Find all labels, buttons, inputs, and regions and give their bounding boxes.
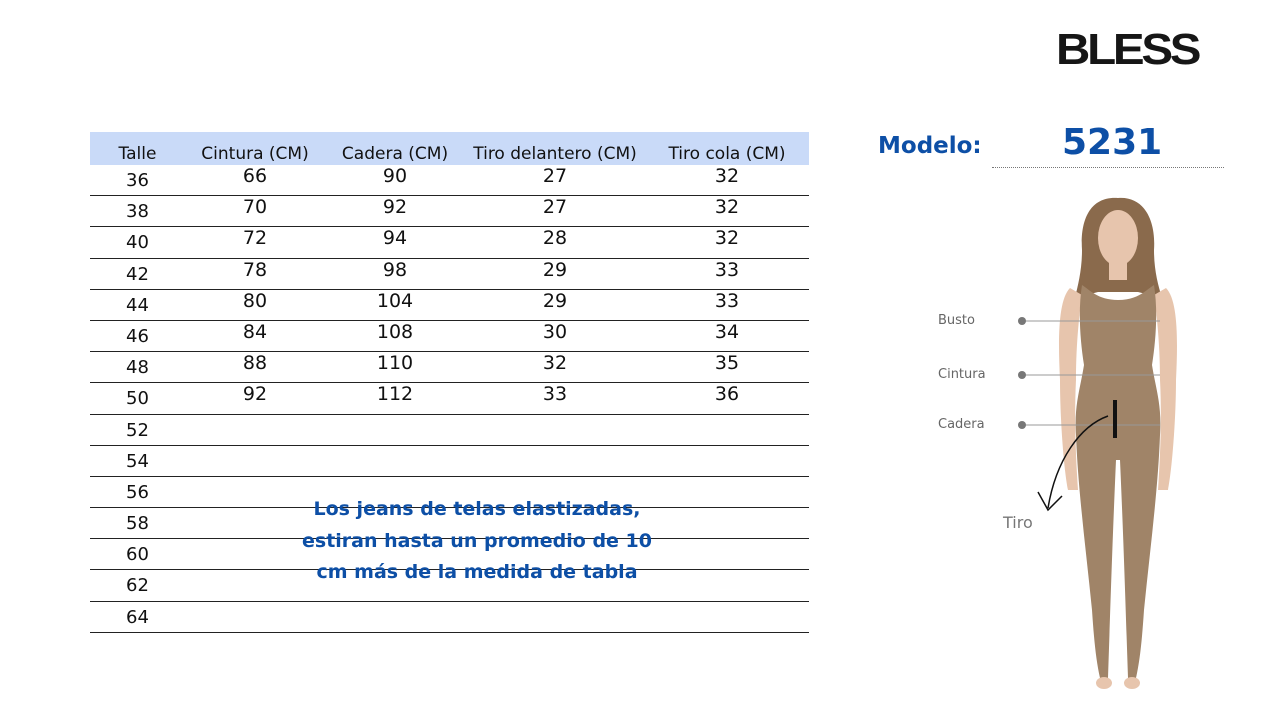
cell-talle: 38 (126, 201, 149, 223)
cell-tiro-delantero: 27 (542, 196, 568, 219)
cell-talle: 42 (126, 263, 149, 285)
cell-tiro-delantero: 29 (542, 258, 568, 281)
table-row (90, 415, 809, 446)
cell-talle: 64 (126, 606, 149, 628)
cell-cintura: 92 (242, 383, 268, 406)
tiro-label: Tiro (1003, 513, 1033, 532)
table-row (90, 352, 809, 383)
cell-talle: 54 (126, 450, 149, 472)
table-row (90, 196, 809, 227)
cell-tiro-delantero: 27 (542, 165, 568, 187)
cell-tiro-cola: 35 (714, 352, 740, 375)
cell-tiro-cola: 32 (714, 165, 740, 187)
header-cadera: Cadera (CM) (341, 144, 449, 164)
note-line: cm más de la medida de tabla (316, 561, 638, 583)
cell-tiro-cola (645, 415, 809, 445)
cell-cadera: 110 (376, 352, 414, 375)
cell-cintura: 66 (242, 165, 268, 187)
note-line: Los jeans de telas elastizadas, (313, 498, 641, 520)
cell-talle: 48 (126, 357, 149, 379)
right-foot (1124, 677, 1140, 689)
table-row (90, 383, 809, 414)
modelo-value: 5231 (1062, 122, 1163, 163)
busto-label: Busto (938, 313, 975, 328)
cell-tiro-cola: 32 (714, 196, 740, 219)
cell-tiro-delantero: 29 (542, 289, 568, 312)
cell-tiro-delantero (465, 602, 645, 632)
cell-tiro-delantero: 32 (542, 352, 568, 375)
table-row (90, 165, 809, 196)
cell-cintura: 88 (242, 352, 268, 375)
table-row (90, 259, 809, 290)
cell-tiro-delantero: 33 (542, 383, 568, 406)
note-line: estiran hasta un promedio de 10 (302, 529, 652, 552)
cell-cintura: 80 (242, 289, 268, 312)
cell-cadera (325, 415, 465, 445)
busto-dot (1018, 317, 1026, 325)
cell-cadera: 94 (382, 227, 408, 250)
cell-tiro-delantero: 28 (542, 227, 568, 250)
cell-cadera (325, 446, 465, 476)
cell-cintura (185, 602, 325, 632)
cadera-label: Cadera (938, 417, 985, 432)
header-talle: Talle (118, 144, 157, 164)
cell-tiro-cola (645, 602, 809, 632)
cell-tiro-delantero (465, 446, 645, 476)
cell-tiro-delantero: 30 (542, 320, 568, 343)
table-row (90, 290, 809, 321)
body-figure (930, 190, 1250, 700)
face-shape (1098, 210, 1138, 266)
header-tiro-delantero: Tiro delantero (CM) (473, 144, 637, 164)
cadera-dot (1018, 421, 1026, 429)
cell-cintura: 78 (242, 258, 268, 281)
cell-talle: 36 (126, 170, 149, 191)
cell-talle: 40 (126, 232, 149, 254)
header-cintura: Cintura (CM) (201, 144, 309, 164)
cell-talle: 58 (126, 513, 149, 535)
left-foot (1096, 677, 1112, 689)
cell-cadera: 104 (376, 289, 414, 312)
cell-talle: 60 (126, 544, 149, 566)
cell-tiro-delantero (465, 415, 645, 445)
modelo-underline (992, 167, 1224, 168)
header-tiro-cola: Tiro cola (CM) (668, 144, 786, 164)
table-row (90, 227, 809, 258)
cell-tiro-cola: 36 (714, 383, 740, 406)
cell-cadera: 90 (382, 165, 408, 187)
cell-cintura (185, 446, 325, 476)
cell-cintura: 84 (242, 320, 268, 343)
cell-talle: 50 (126, 388, 149, 410)
cell-talle: 62 (126, 575, 149, 597)
body-suit (1076, 285, 1161, 678)
cell-cadera: 98 (382, 258, 408, 281)
cell-cadera: 108 (376, 320, 414, 343)
cell-cadera: 112 (376, 383, 414, 406)
table-header (90, 132, 809, 165)
cell-talle: 56 (126, 481, 149, 503)
cell-cadera (325, 602, 465, 632)
cell-talle: 46 (126, 325, 149, 347)
cell-tiro-cola: 33 (714, 258, 740, 281)
stretch-note (277, 494, 677, 589)
cell-cintura (185, 415, 325, 445)
bless-logo: BLESS (1056, 25, 1199, 74)
cintura-label: Cintura (938, 367, 986, 382)
table-row (90, 602, 809, 633)
cell-tiro-cola: 34 (714, 320, 740, 343)
cell-cintura: 72 (242, 227, 268, 250)
cintura-dot (1018, 371, 1026, 379)
cell-tiro-cola: 32 (714, 227, 740, 250)
cell-tiro-cola (645, 446, 809, 476)
cell-talle: 52 (126, 419, 149, 441)
cell-cadera: 92 (382, 196, 408, 219)
cell-talle: 44 (126, 294, 149, 316)
modelo-label: Modelo: (878, 133, 982, 159)
neck-shape (1109, 262, 1127, 280)
table-row (90, 446, 809, 477)
table-row (90, 321, 809, 352)
cell-cintura: 70 (242, 196, 268, 219)
cell-tiro-cola: 33 (714, 289, 740, 312)
